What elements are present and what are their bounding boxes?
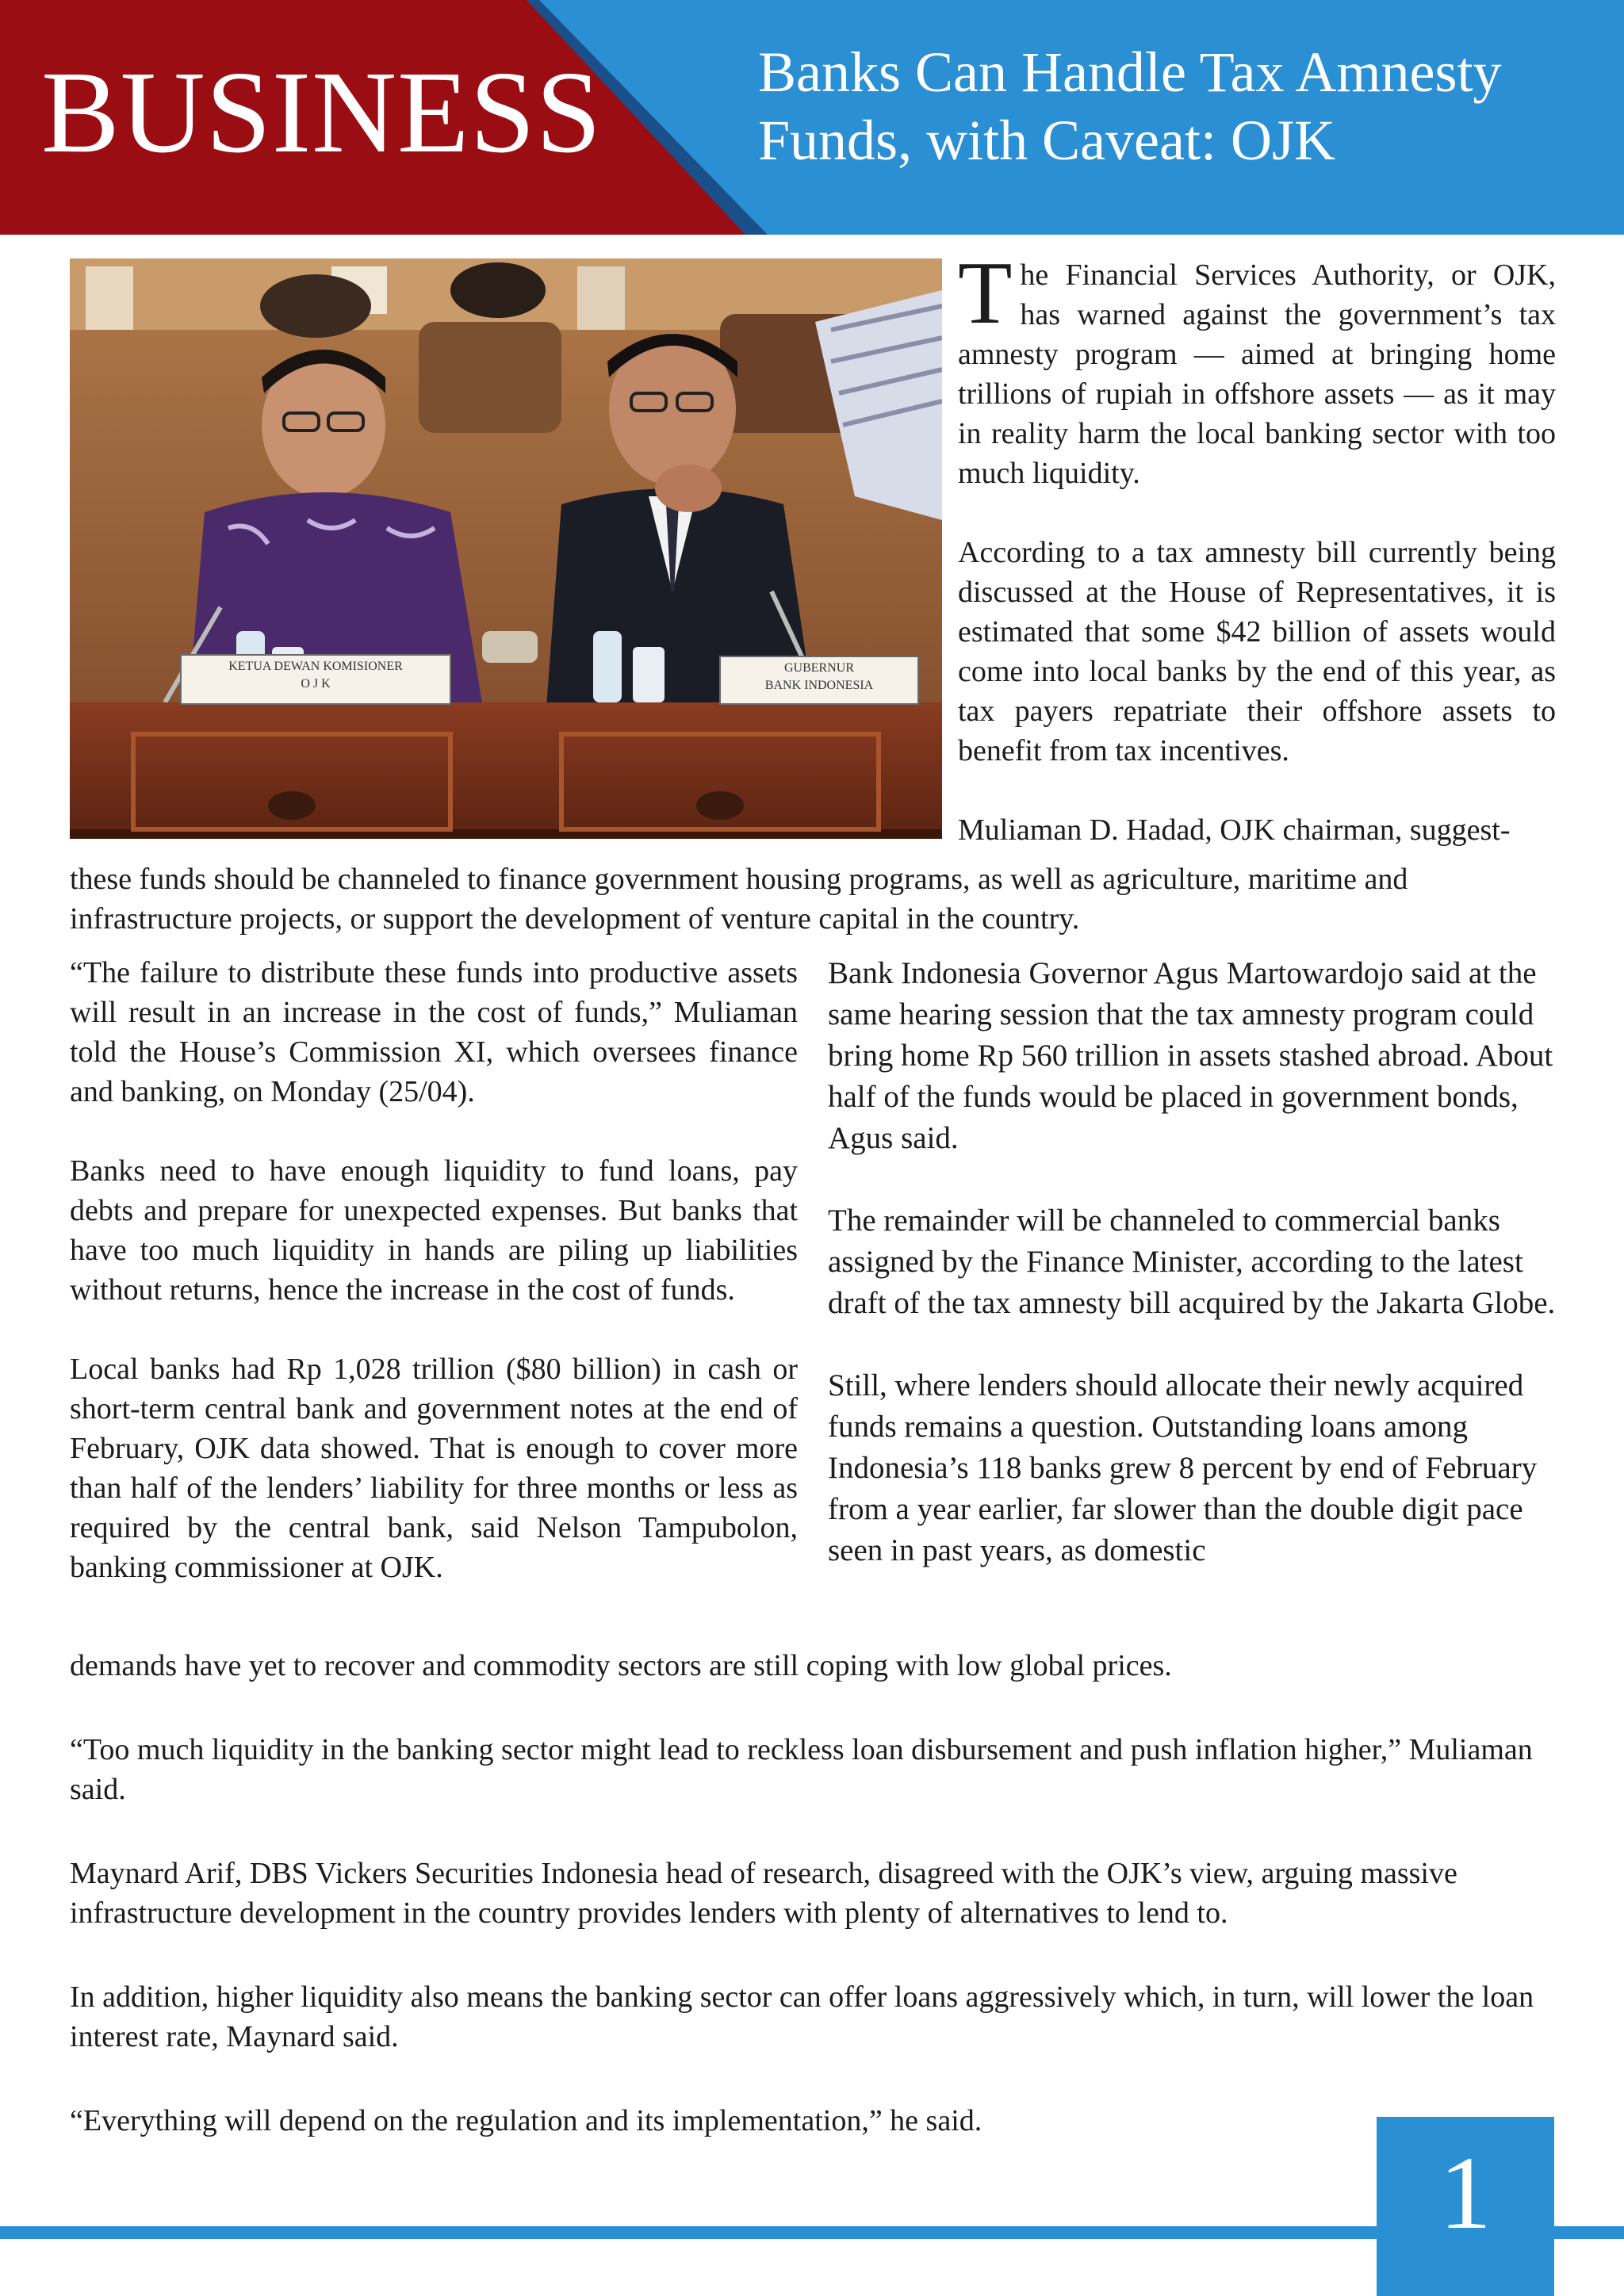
paragraph-quote-failure: “The failure to distribute these funds into productive assets will result in an increase in the cost of funds,” Muliaman told the House’s Commission XI, which oversees finance and banking, on Monday (25/04). (70, 956, 798, 1108)
nameplate-right-title: GUBERNUR (783, 661, 854, 675)
paragraph-domestic-demand: demands have yet to recover and commodity sectors are still coping with low global prices. (70, 1649, 1172, 1682)
paragraph-lenders-allocation: Still, where lenders should allocate their newly acquired funds remains a question. Outstanding loans among Indonesia’s 118 banks grew 8 percent by end of February from a year earlier, far slower than the double digit pace seen in past years, as domestic (828, 1368, 1538, 1567)
paragraph-closing-quote: “Everything will depend on the regulation and its implementation,” he said. (70, 2104, 982, 2137)
paragraph-higher-liquidity: In addition, higher liquidity also means the banking sector can offer loans aggressively which, in turn, will lower the loan interest rate, Maynard said. (70, 1980, 1534, 2053)
page-number: 1 (1439, 2134, 1492, 2251)
bottom-section (70, 1646, 1554, 2141)
paragraph-maynard-disagrees: Maynard Arif, DBS Vickers Securities Indonesia head of research, disagreed with the OJK’s view, arguing massive infrastructure development in the country provides lenders with plenty of alternatives to lend to. (70, 1857, 1457, 1930)
nameplate-left-org: O J K (301, 677, 331, 691)
nameplate-right (720, 660, 918, 695)
nameplate-left-title: KETUA DEWAN KOMISIONER (228, 660, 403, 673)
paragraph-bi-governor: Bank Indonesia Governor Agus Martowardojo said at the same hearing session that the tax amnesty program could bring home Rp 560 trillion in assets stashed abroad. About half of the funds would be placed in government bonds, Agus said. (828, 956, 1553, 1155)
article-headline (758, 38, 1599, 174)
section-label: BUSINESS (41, 48, 603, 178)
nameplate-left (181, 658, 450, 693)
paragraph-chairman-continued: these funds should be channeled to finance government housing programs, as well as agriculture, maritime and infrastructure projects, or support the development of venture capital in the country. (70, 863, 1408, 936)
paragraph-chairman-start: Muliaman D. Hadad, OJK chairman, suggest- (958, 813, 1511, 847)
paragraph-bill-estimate: According to a tax amnesty bill currently being discussed at the House of Representatives, it is estimated that some $42 billion of assets would come into local banks by the end of this year, as tax payers repatriate their offshore assets to benefit from tax incentives. (958, 536, 1556, 767)
paragraph-remainder-channeled: The remainder will be channeled to commercial banks assigned by the Finance Minister, according to the latest draft of the tax amnesty bill acquired by the Jakarta Globe. (828, 1203, 1556, 1320)
lead-paragraph-text: he Financial Services Authority, or OJK, has warned against the government’s tax amnesty program — aimed at bringing home trillions of rupiah in offshore assets — as it may in reality harm the local banking sector with too much liquidity. (958, 258, 1556, 490)
nameplate-right-org: BANK INDONESIA (764, 679, 874, 692)
paragraph-reckless-loans-quote: “Too much liquidity in the banking sector might lead to reckless loan disbursement and push inflation higher,” Muliaman said. (70, 1733, 1533, 1806)
left-column (70, 953, 798, 1587)
right-column (828, 953, 1556, 1571)
hearing-photo-illustration (70, 258, 942, 839)
article-photo (70, 258, 942, 839)
header-banner (0, 0, 1624, 235)
intro-column (958, 244, 1556, 850)
lead-paragraph (958, 244, 1556, 493)
paragraph-liquidity-needs: Banks need to have enough liquidity to fund loans, pay debts and prepare for unexpected expenses. But banks that have too much liquidity in hands are piling up liabilities without returns, hence the increase in the cost of funds. (70, 1154, 798, 1307)
drop-cap: T (958, 244, 1013, 342)
headline-line-1: Banks Can Handle Tax Amnesty (758, 40, 1502, 104)
paragraph-local-banks-cash: Local banks had Rp 1,028 trillion ($80 billion) in cash or short-term central bank and government notes at the end of February, OJK data showed. That is enough to cover more than half of the lenders’ liability for three months or less as required by the central bank, said Nelson Tampubolon, banking commissioner at OJK. (70, 1353, 798, 1584)
headline-line-2: Funds, with Caveat: OJK (758, 109, 1335, 172)
